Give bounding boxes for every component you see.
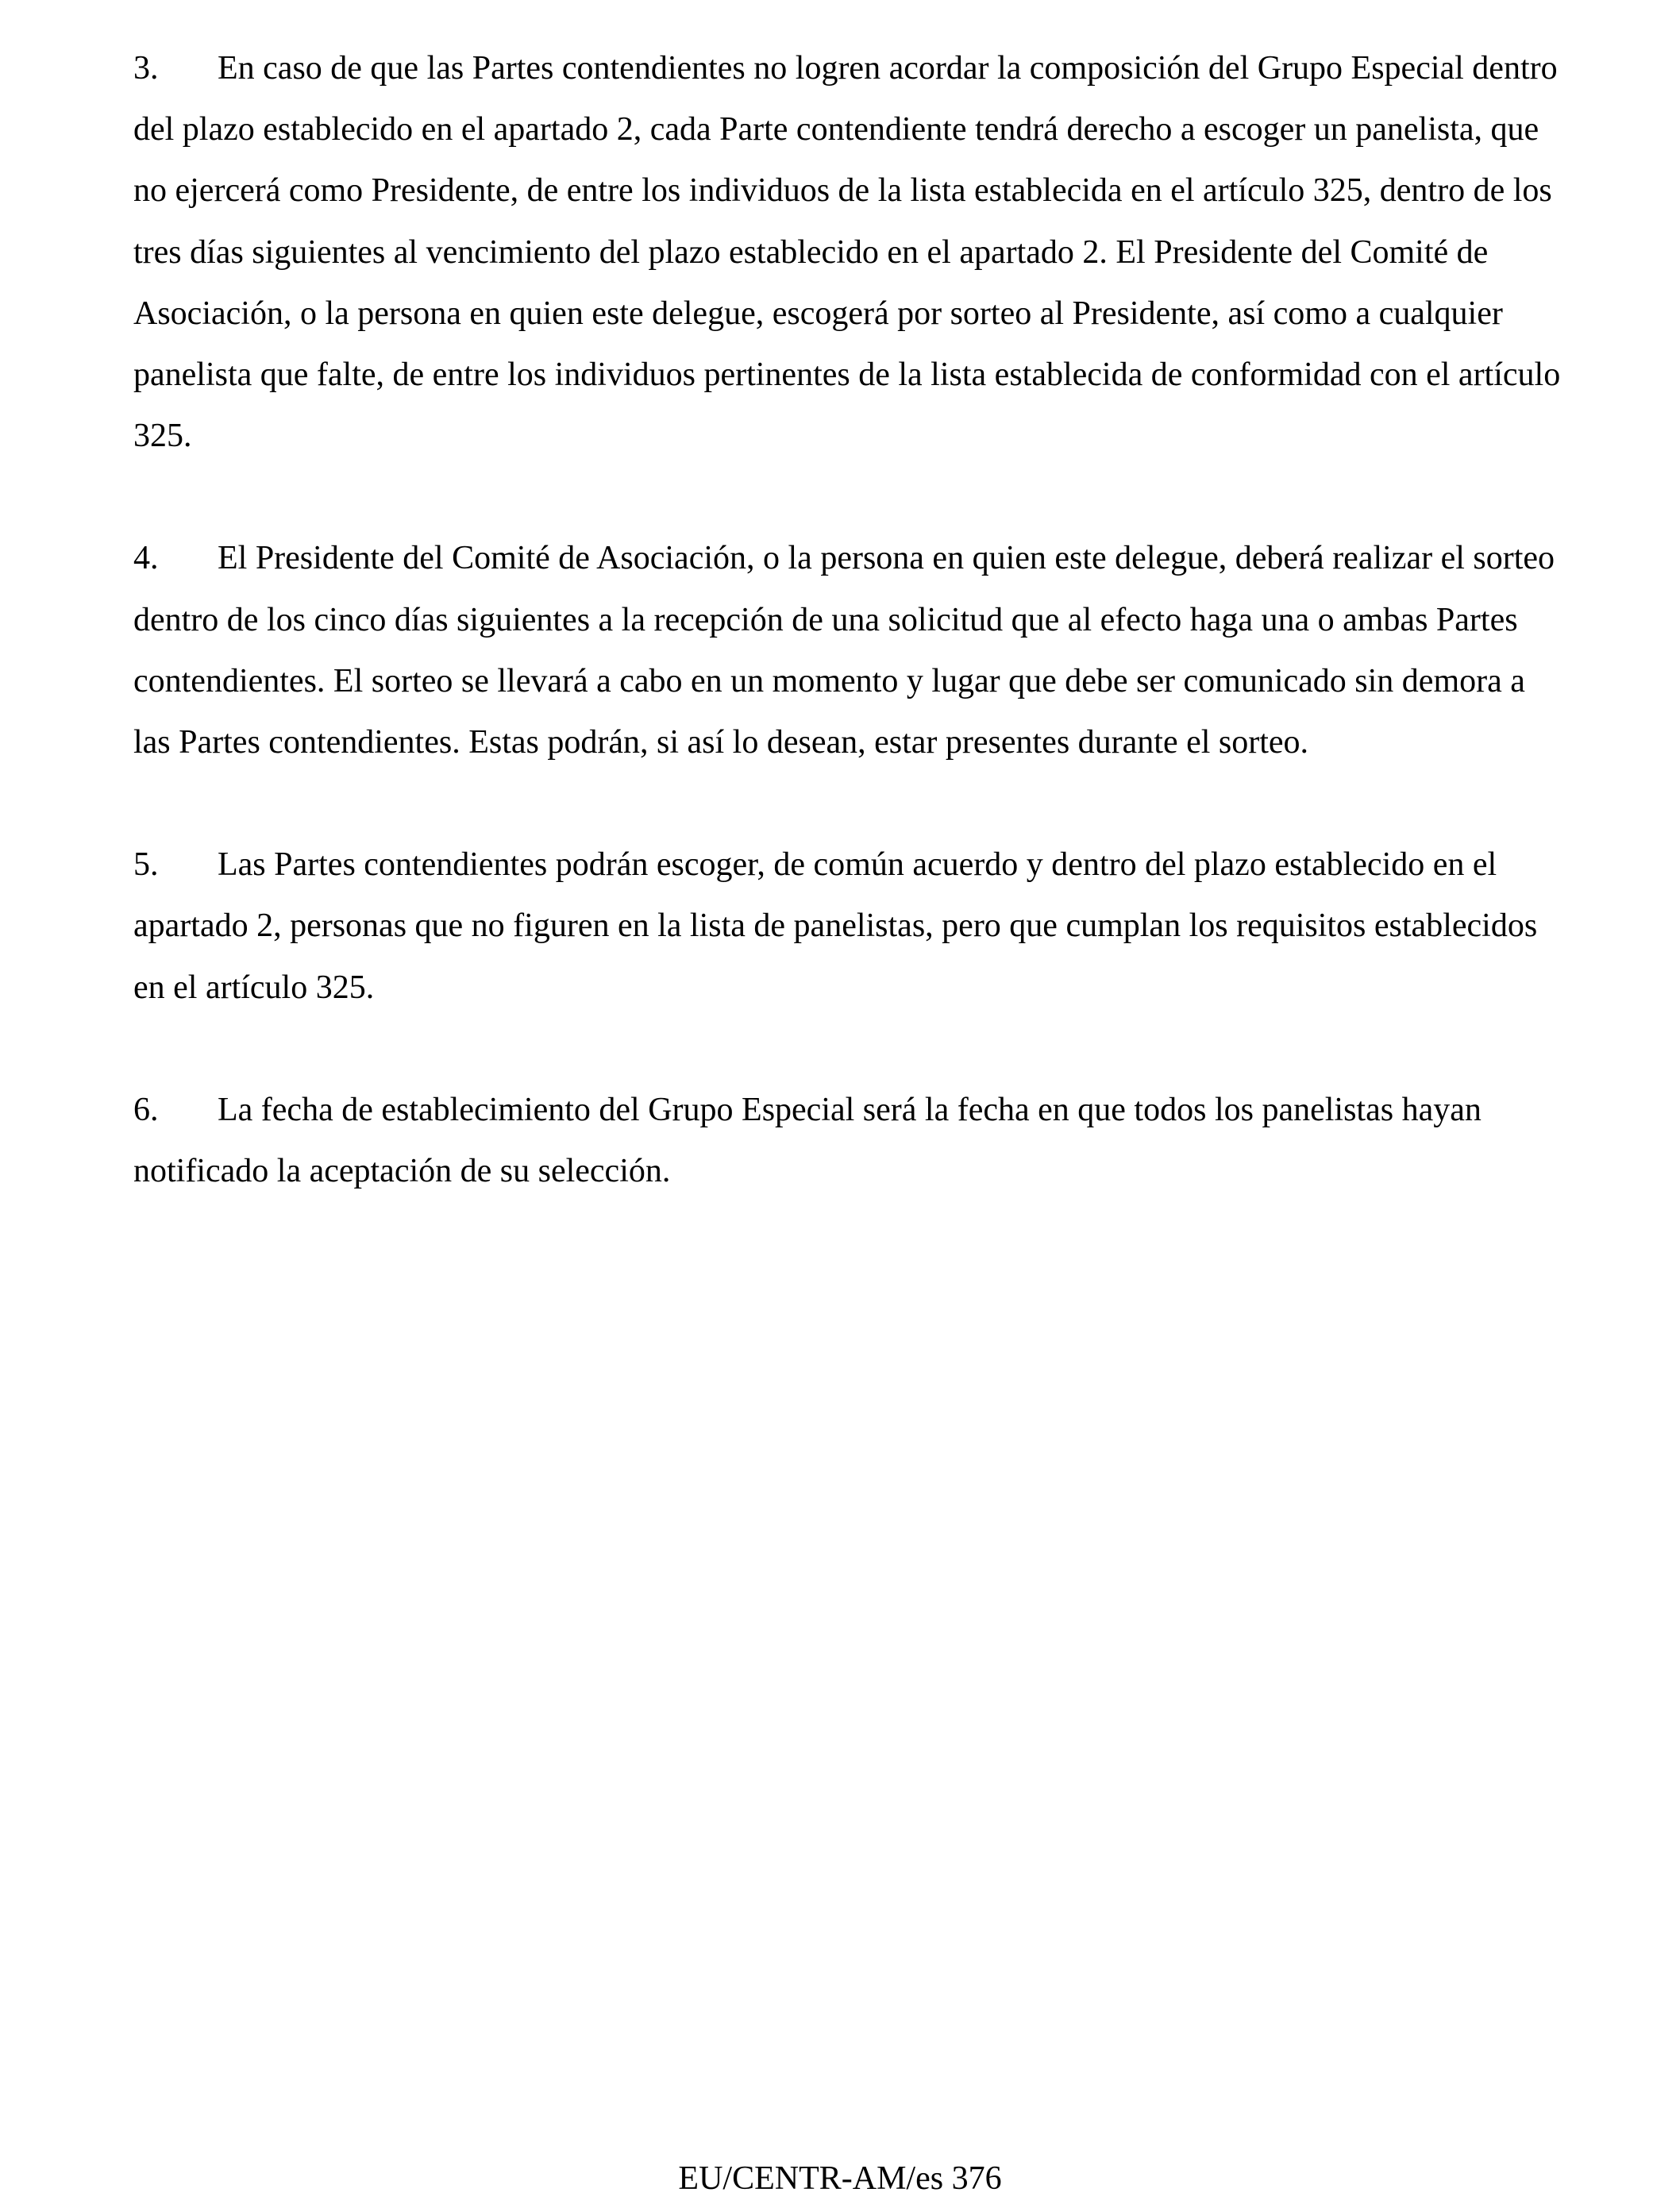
paragraph-text: La fecha de establecimiento del Grupo Especial será la fecha en que todos los panelistas hayan notificado la aceptación de su selección. [133, 1091, 1482, 1190]
page-footer: EU/CENTR-AM/es 376 [678, 2160, 1002, 2197]
paragraph-number: 4. [133, 540, 159, 577]
paragraph-6 [133, 1080, 1562, 1202]
document-body [133, 38, 1562, 1263]
paragraph-3 [133, 38, 1562, 467]
paragraph-number: 3. [133, 50, 159, 87]
paragraph-text: El Presidente del Comité de Asociación, o la persona en quien este delegue, deberá realizar el sorteo dentro de los cinco días siguientes a la recepción de una solicitud que al efecto haga una o ambas Partes contendientes. El sorteo se llevará a cabo en un momento y lugar que debe ser comunicado sin demora a las Partes contendientes. Estas podrán, si así lo desean, estar presentes durante el sorteo. [133, 540, 1555, 761]
paragraph-number: 6. [133, 1091, 159, 1128]
paragraph-text: Las Partes contendientes podrán escoger, de común acuerdo y dentro del plazo establecido en el apartado 2, personas que no figuren en la lista de panelistas, pero que cumplan los requisitos establecidos en el artículo 325. [133, 846, 1538, 1006]
paragraph-text: En caso de que las Partes contendientes no logren acordar la composición del Grupo Especial dentro del plazo establecido en el apartado 2, cada Parte contendiente tendrá derecho a escoger un panelista, que no ejercerá como Presidente, de entre los individuos de la lista establecida en el artículo 325, dentro de los tres días siguientes al vencimiento del plazo establecido en el apartado 2. El Presidente del Comité de Asociación, o la persona en quien este delegue, escogerá por sorteo al Presidente, así como a cualquier panelista que falte, de entre los individuos pertinentes de la lista establecida de conformidad con el artículo 325. [133, 50, 1561, 455]
paragraph-5 [133, 834, 1562, 1019]
paragraph-4 [133, 528, 1562, 773]
paragraph-number: 5. [133, 846, 159, 884]
